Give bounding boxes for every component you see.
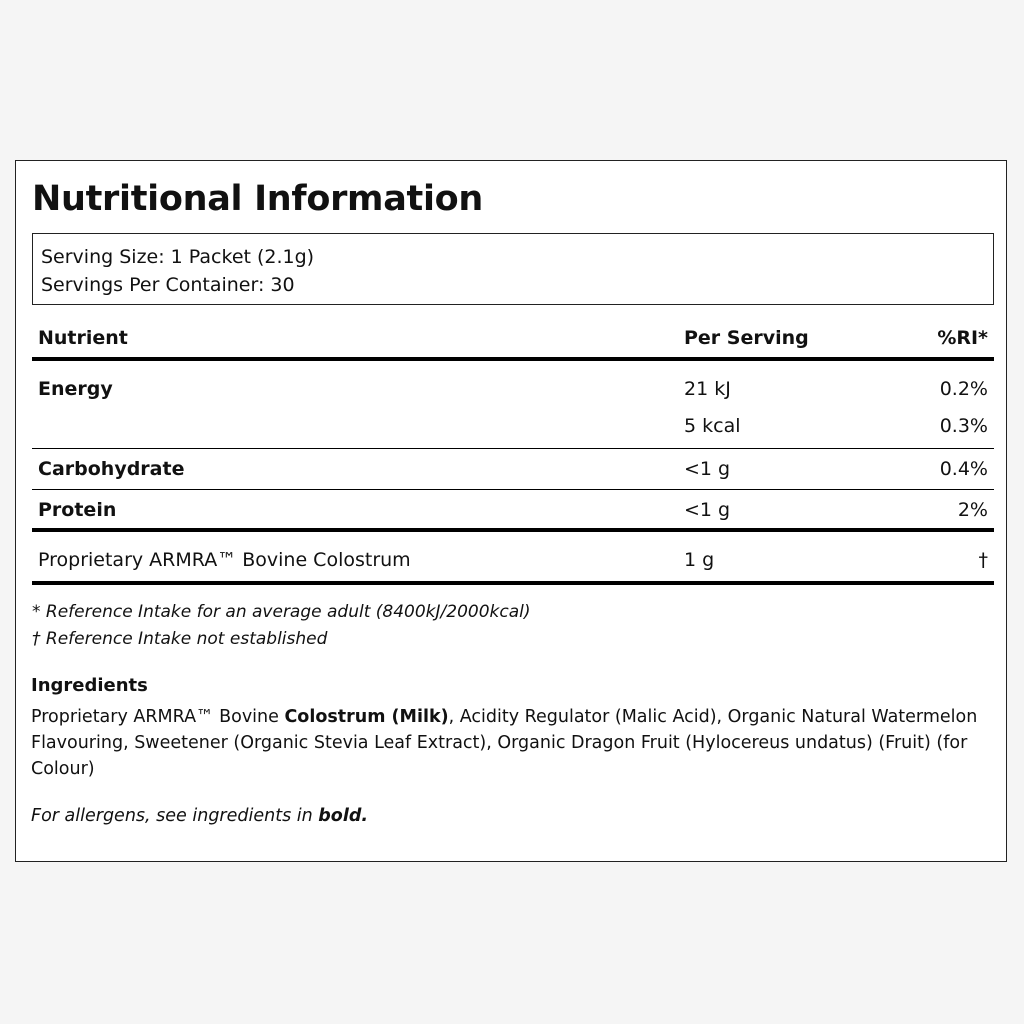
serving-size-text: Serving Size: 1 Packet (2.1g) (41, 246, 315, 268)
table-row (32, 399, 994, 449)
servings-per-container-text: Servings Per Container: 30 (41, 274, 295, 296)
footnotes (32, 599, 531, 653)
per-serving-value: <1 g (684, 458, 731, 480)
nutrition-label-panel (15, 160, 1007, 862)
nutrient-name: Protein (38, 499, 117, 521)
per-serving-value: 1 g (684, 549, 715, 571)
table-row (32, 532, 994, 585)
nutrient-name: Proprietary ARMRA™ Bovine Colostrum (38, 549, 411, 571)
per-serving-value: 21 kJ (684, 378, 731, 400)
ingredients-text-start: Proprietary ARMRA™ Bovine (31, 707, 285, 727)
per-serving-value: 5 kcal (684, 415, 741, 437)
ri-value: † (978, 549, 988, 571)
per-serving-column-header: Per Serving (684, 327, 809, 349)
ri-value: 2% (957, 499, 988, 521)
allergen-ingredient: Colostrum (Milk) (284, 707, 449, 727)
table-row (32, 361, 994, 399)
nutrient-name: Energy (38, 378, 113, 400)
serving-info-box (32, 233, 994, 305)
ri-value: 0.2% (939, 378, 988, 400)
allergen-note-text: For allergens, see ingredients in (31, 806, 319, 826)
label-title: Nutritional Information (32, 179, 484, 219)
ri-value: 0.3% (939, 415, 988, 437)
table-row (32, 449, 994, 490)
table-header-row (32, 317, 994, 361)
ingredients-text-rest: , Acidity Regulator (Malic Acid), Organic Natural Watermelon Flavouring, Sweetener (Organic Stevia Leaf Extract), Organic Dragon Fruit (Hylocereus undatus) (Fruit) (for Colour) (31, 707, 978, 779)
ri-column-header: %RI* (937, 327, 988, 349)
allergen-note (31, 802, 368, 830)
allergen-note-bold: bold. (318, 806, 369, 826)
table-row (32, 490, 994, 532)
ingredients-heading: Ingredients (31, 675, 148, 696)
nutrition-table (32, 317, 994, 585)
nutrient-column-header: Nutrient (38, 327, 128, 349)
ingredients-text (31, 704, 993, 782)
nutrient-name: Carbohydrate (38, 458, 185, 480)
ri-value: 0.4% (939, 458, 988, 480)
not-established-footnote: † Reference Intake not established (32, 629, 328, 649)
reference-intake-footnote: * Reference Intake for an average adult (8400kJ/2000kcal) (32, 602, 531, 622)
per-serving-value: <1 g (684, 499, 731, 521)
